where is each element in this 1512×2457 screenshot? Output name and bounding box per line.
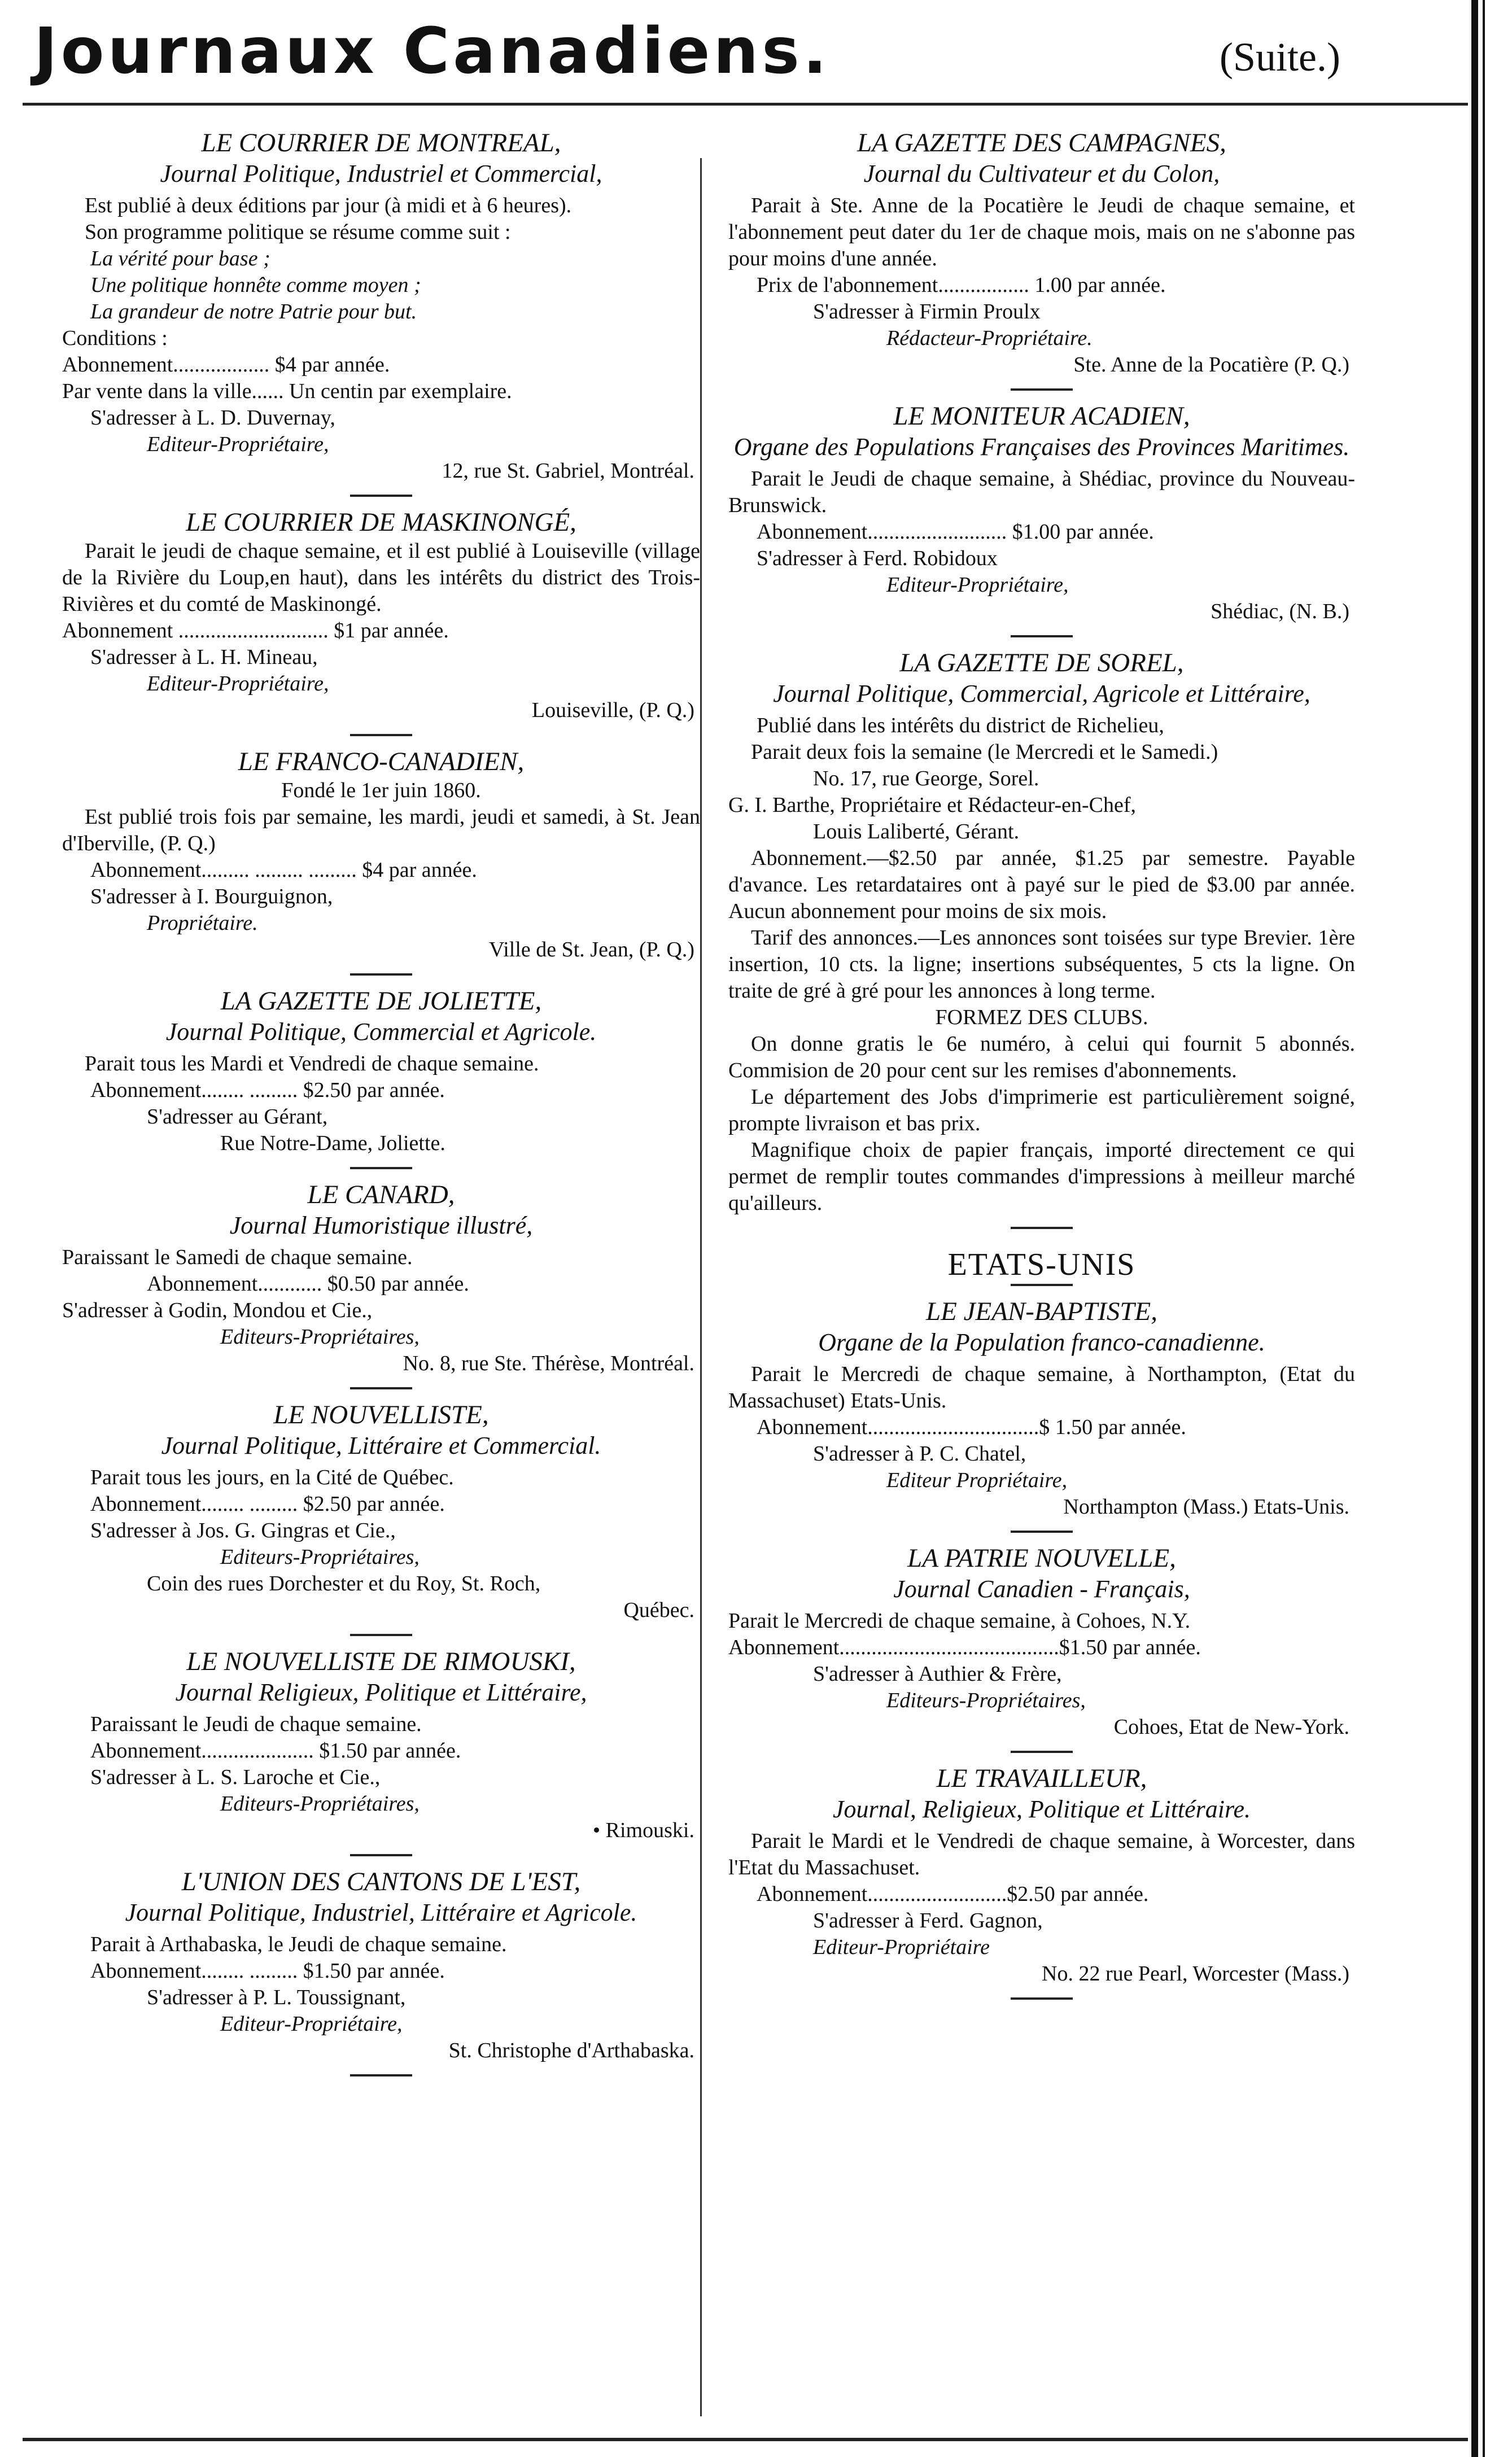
listing-separator xyxy=(350,1167,412,1169)
listing-title: LE TRAVAILLEUR, xyxy=(936,1764,1147,1793)
listing-title: LE MONITEUR ACADIEN, xyxy=(893,401,1190,431)
listing-line: Editeurs-Propriétaires, xyxy=(220,1792,419,1816)
listing-line: Editeur-Propriétaire, xyxy=(886,573,1069,597)
listing-line: 12, rue St. Gabriel, Montréal. xyxy=(442,459,694,483)
listing-title: LE COURRIER DE MASKINONGÉ, xyxy=(186,508,576,537)
listing-line: Prix de l'abonnement................. 1.00 par année. xyxy=(757,273,1166,297)
listing-separator xyxy=(1011,635,1073,637)
listing-separator xyxy=(350,495,412,497)
listing-title: L'UNION DES CANTONS DE L'EST, xyxy=(181,1867,581,1896)
listing-line: St. Christophe d'Arthabaska. xyxy=(448,2039,694,2062)
listing-line: Par vente dans la ville...... Un centin par exemplaire. xyxy=(62,379,512,403)
listing-line: S'adresser à Firmin Proulx xyxy=(813,300,1041,323)
listing-line: Rédacteur-Propriétaire. xyxy=(886,326,1093,350)
listing-line: Le département des Jobs d'imprimerie est particulièrement soigné, prompte livraison et bas prix. xyxy=(728,1085,1355,1135)
listing-separator xyxy=(350,1387,412,1389)
listing-line: S'adresser à I. Bourguignon, xyxy=(90,885,333,908)
newspaper-listing xyxy=(62,509,700,724)
newspaper-listing xyxy=(728,1299,1355,1520)
listing-line: S'adresser à Ferd. Robidoux xyxy=(757,547,998,570)
listing-line: Son programme politique se résume comme suit : xyxy=(85,220,511,244)
newspaper-listing xyxy=(728,1765,1355,1987)
listing-line: • Rimouski. xyxy=(592,1818,694,1842)
listing-line: FORMEZ DES CLUBS. xyxy=(935,1005,1148,1029)
listing-line: No. 8, rue Ste. Thérèse, Montréal. xyxy=(403,1352,694,1375)
listing-separator xyxy=(1011,1751,1073,1753)
listing-line: No. 17, rue George, Sorel. xyxy=(813,767,1039,790)
listing-title: LE CANARD, xyxy=(307,1180,455,1209)
listing-line: Ville de St. Jean, (P. Q.) xyxy=(489,938,694,961)
listing-line: Cohoes, Etat de New-York. xyxy=(1113,1715,1349,1739)
listing-line: Une politique honnête comme moyen ; xyxy=(90,273,421,297)
listing-line: S'adresser au Gérant, xyxy=(147,1105,328,1129)
listing-title: LE NOUVELLISTE DE RIMOUSKI, xyxy=(186,1647,576,1676)
newspaper-listing xyxy=(728,403,1355,625)
listing-line: Abonnement..........................$2.50 par année. xyxy=(757,1882,1149,1906)
listing-line: Editeur-Propriétaire, xyxy=(147,432,329,456)
listing-line: Abonnement.................. $4 par année. xyxy=(62,353,390,377)
listing-line: Tarif des annonces.—Les annonces sont toisées sur type Brevier. 1ère insertion, 10 cts. la ligne; insertions subséquentes, 5 cts la ligne. On traite de gré à gré pour les annonces à long terme. xyxy=(728,926,1355,1003)
listing-line: Propriétaire. xyxy=(147,911,258,935)
listing-separator xyxy=(350,734,412,736)
listing-line: Coin des rues Dorchester et du Roy, St. Roch, xyxy=(147,1572,541,1595)
listing-subtitle: Journal Politique, Industriel et Commercial, xyxy=(160,160,602,187)
listing-line: S'adresser à Godin, Mondou et Cie., xyxy=(62,1299,373,1322)
listing-line: Parait le Mardi et le Vendredi de chaque semaine, à Worcester, dans l'Etat du Massachuset. xyxy=(728,1829,1355,1879)
listing-line: Rue Notre-Dame, Joliette. xyxy=(220,1131,445,1155)
listing-line: Abonnement.......................... $1.00 par année. xyxy=(757,520,1154,544)
listing-line: Parait le Mercredi de chaque semaine, à Cohoes, N.Y. xyxy=(728,1609,1191,1633)
listing-line: S'adresser à Jos. G. Gingras et Cie., xyxy=(90,1519,396,1542)
listing-line: Abonnement..................... $1.50 par année. xyxy=(90,1739,461,1763)
right-us-entries xyxy=(728,1299,1355,2000)
listing-line: Magnifique choix de papier français, importé directement ce qui permet de remplir toutes commandes d'impressions à meilleur marché qu'ailleurs. xyxy=(728,1138,1355,1215)
listing-separator xyxy=(1011,1227,1073,1229)
header-rule xyxy=(23,103,1468,106)
listing-title: LE FRANCO-CANADIEN, xyxy=(238,747,525,776)
newspaper-listing xyxy=(62,1869,700,2064)
listing-title: LE COURRIER DE MONTREAL, xyxy=(201,128,561,158)
newspaper-listing xyxy=(62,749,700,963)
listing-title: LE JEAN-BAPTISTE, xyxy=(926,1297,1157,1326)
listing-line: Editeur-Propriétaire xyxy=(813,1935,990,1959)
listing-title: LA PATRIE NOUVELLE, xyxy=(907,1544,1176,1573)
listing-line: Parait tous les jours, en la Cité de Québec. xyxy=(90,1466,454,1489)
listing-separator xyxy=(1011,1997,1073,2000)
listing-line: S'adresser à P. C. Chatel, xyxy=(813,1442,1026,1466)
listing-line: Québec. xyxy=(623,1598,694,1622)
newspaper-listing xyxy=(62,130,700,484)
left-column xyxy=(62,130,700,2089)
listing-line: Parait le Mercredi de chaque semaine, à Northampton, (Etat du Massachuset) Etats-Unis. xyxy=(728,1362,1355,1413)
right-column xyxy=(728,130,1355,2012)
listing-line: Parait le jeudi de chaque semaine, et il est publié à Louiseville (village de la Rivière du Loup,en haut), dans les intérêts du district des Trois-Rivières et du comté de Maskinongé. xyxy=(62,539,700,616)
listing-line: Abonnement............ $0.50 par année. xyxy=(147,1272,469,1296)
masthead xyxy=(34,11,1468,96)
listing-line: Editeurs-Propriétaires, xyxy=(220,1545,419,1569)
listing-line: Paraissant le Samedi de chaque semaine. xyxy=(62,1245,413,1269)
listing-subtitle: Journal Politique, Commercial, Agricole et Littéraire, xyxy=(773,680,1310,707)
column-rule xyxy=(700,158,702,2416)
listing-line: S'adresser à L. D. Duvernay, xyxy=(90,406,335,430)
listing-subtitle: Journal du Cultivateur et du Colon, xyxy=(863,160,1220,187)
listing-line: Parait le Jeudi de chaque semaine, à Shédiac, province du Nouveau-Brunswick. xyxy=(728,467,1355,517)
listing-subtitle: Journal Canadien - Français, xyxy=(893,1575,1190,1603)
newspaper-listing xyxy=(62,1402,700,1624)
listing-separator xyxy=(350,1854,412,1856)
listing-title: LA GAZETTE DE SOREL, xyxy=(899,648,1184,677)
newspaper-listing xyxy=(728,1545,1355,1741)
listing-subtitle: Journal, Religieux, Politique et Littéraire. xyxy=(832,1795,1251,1823)
section-heading-etats-unis: ETATS-UNIS xyxy=(947,1247,1136,1282)
listing-line: Abonnement........ ......... $1.50 par année. xyxy=(90,1959,445,1983)
listing-line: Fondé le 1er juin 1860. xyxy=(281,779,481,802)
listing-line: Parait à Arthabaska, le Jeudi de chaque semaine. xyxy=(90,1933,507,1956)
listing-title: LA GAZETTE DES CAMPAGNES, xyxy=(857,128,1226,158)
masthead-title: Journaux Canadiens. xyxy=(34,15,831,88)
listing-line: Conditions : xyxy=(62,326,168,350)
listing-subtitle: Organe de la Population franco-canadienne. xyxy=(818,1328,1265,1356)
listing-line: S'adresser à Authier & Frère, xyxy=(813,1662,1062,1686)
listing-separator xyxy=(350,973,412,976)
listing-line: Parait deux fois la semaine (le Mercredi et le Samedi.) xyxy=(751,740,1218,764)
listing-line: S'adresser à Ferd. Gagnon, xyxy=(813,1909,1043,1933)
newspaper-listing xyxy=(62,988,700,1157)
listing-subtitle: Journal Religieux, Politique et Littéraire, xyxy=(175,1678,587,1706)
listing-line: Ste. Anne de la Pocatière (P. Q.) xyxy=(1073,353,1349,377)
listing-title: LA GAZETTE DE JOLIETTE, xyxy=(220,986,542,1016)
listing-line: Paraissant le Jeudi de chaque semaine. xyxy=(90,1712,422,1736)
section-separator xyxy=(1011,1284,1073,1286)
listing-separator xyxy=(350,2074,412,2076)
listing-line: Abonnement.........................................$1.50 par année. xyxy=(728,1636,1201,1659)
newspaper-listing xyxy=(62,1649,700,1844)
newspaper-listing xyxy=(62,1182,700,1377)
listing-line: Northampton (Mass.) Etats-Unis. xyxy=(1063,1495,1349,1519)
listing-line: No. 22 rue Pearl, Worcester (Mass.) xyxy=(1042,1962,1349,1986)
listing-title: LE NOUVELLISTE, xyxy=(273,1400,489,1429)
masthead-suite: (Suite.) xyxy=(1220,34,1340,80)
listing-line: Est publié trois fois par semaine, les mardi, jeudi et samedi, à St. Jean d'Iberville, (P. Q.) xyxy=(62,805,700,855)
right-canadian-entries xyxy=(728,130,1355,1229)
newspaper-listing xyxy=(728,650,1355,1217)
newspaper-listing xyxy=(728,130,1355,378)
right-border-thin xyxy=(1483,0,1485,2457)
listing-line: Abonnement ............................ $1 par année. xyxy=(62,619,449,642)
listing-line: Shédiac, (N. B.) xyxy=(1211,600,1349,623)
listing-subtitle: Journal Politique, Littéraire et Commercial. xyxy=(161,1432,601,1459)
listing-line: Louis Laliberté, Gérant. xyxy=(813,820,1020,843)
listing-line: Abonnement........ ......... $2.50 par année. xyxy=(90,1492,445,1516)
listing-line: Publié dans les intérêts du district de Richelieu, xyxy=(757,714,1164,737)
listing-line: Editeurs-Propriétaires, xyxy=(886,1689,1086,1712)
listing-subtitle: Organe des Populations Françaises des Provinces Maritimes. xyxy=(733,433,1350,461)
right-border-thick xyxy=(1471,0,1478,2457)
listing-separator xyxy=(1011,388,1073,391)
listing-line: S'adresser à L. H. Mineau, xyxy=(90,645,318,669)
listing-line: Abonnement......... ......... ......... $4 par année. xyxy=(90,858,477,882)
listing-line: Abonnement.—$2.50 par année, $1.25 par semestre. Payable d'avance. Les retardataires ont à payé sur le pied de $3.00 par année. Aucun abonnement pour moins de six mois. xyxy=(728,846,1355,923)
listing-line: La vérité pour base ; xyxy=(90,247,270,270)
listing-line: G. I. Barthe, Propriétaire et Rédacteur-en-Chef, xyxy=(728,793,1136,817)
listing-line: Parait à Ste. Anne de la Pocatière le Jeudi de chaque semaine, et l'abonnement peut dater du 1er de chaque mois, mais on ne s'abonne pas pour moins d'une année. xyxy=(728,194,1355,270)
listing-line: S'adresser à P. L. Toussignant, xyxy=(147,1986,406,2009)
listing-line: Editeur-Propriétaire, xyxy=(147,672,329,696)
listing-line: Abonnement........ ......... $2.50 par année. xyxy=(90,1078,445,1102)
listing-line: Parait tous les Mardi et Vendredi de chaque semaine. xyxy=(85,1052,539,1076)
listing-separator xyxy=(1011,1531,1073,1533)
listing-line: La grandeur de notre Patrie pour but. xyxy=(90,300,417,323)
listing-line: Editeur Propriétaire, xyxy=(886,1468,1068,1492)
listing-line: Editeur-Propriétaire, xyxy=(220,2012,403,2036)
listing-subtitle: Journal Politique, Commercial et Agricole. xyxy=(165,1018,597,1046)
listing-line: On donne gratis le 6e numéro, à celui qui fournit 5 abonnés. Commision de 20 pour cent sur les remises d'abonnements. xyxy=(728,1032,1355,1082)
listing-line: Abonnement................................$ 1.50 par année. xyxy=(757,1415,1186,1439)
listing-line: Est publié à deux éditions par jour (à midi et à 6 heures). xyxy=(85,194,572,217)
footer-rule xyxy=(23,2438,1468,2441)
listing-line: S'adresser à L. S. Laroche et Cie., xyxy=(90,1765,381,1789)
listing-subtitle: Journal Humoristique illustré, xyxy=(229,1212,533,1239)
listing-line: Editeurs-Propriétaires, xyxy=(220,1325,419,1349)
listing-line: Louiseville, (P. Q.) xyxy=(531,698,694,722)
listing-separator xyxy=(350,1634,412,1636)
listing-subtitle: Journal Politique, Industriel, Littéraire et Agricole. xyxy=(125,1899,637,1926)
